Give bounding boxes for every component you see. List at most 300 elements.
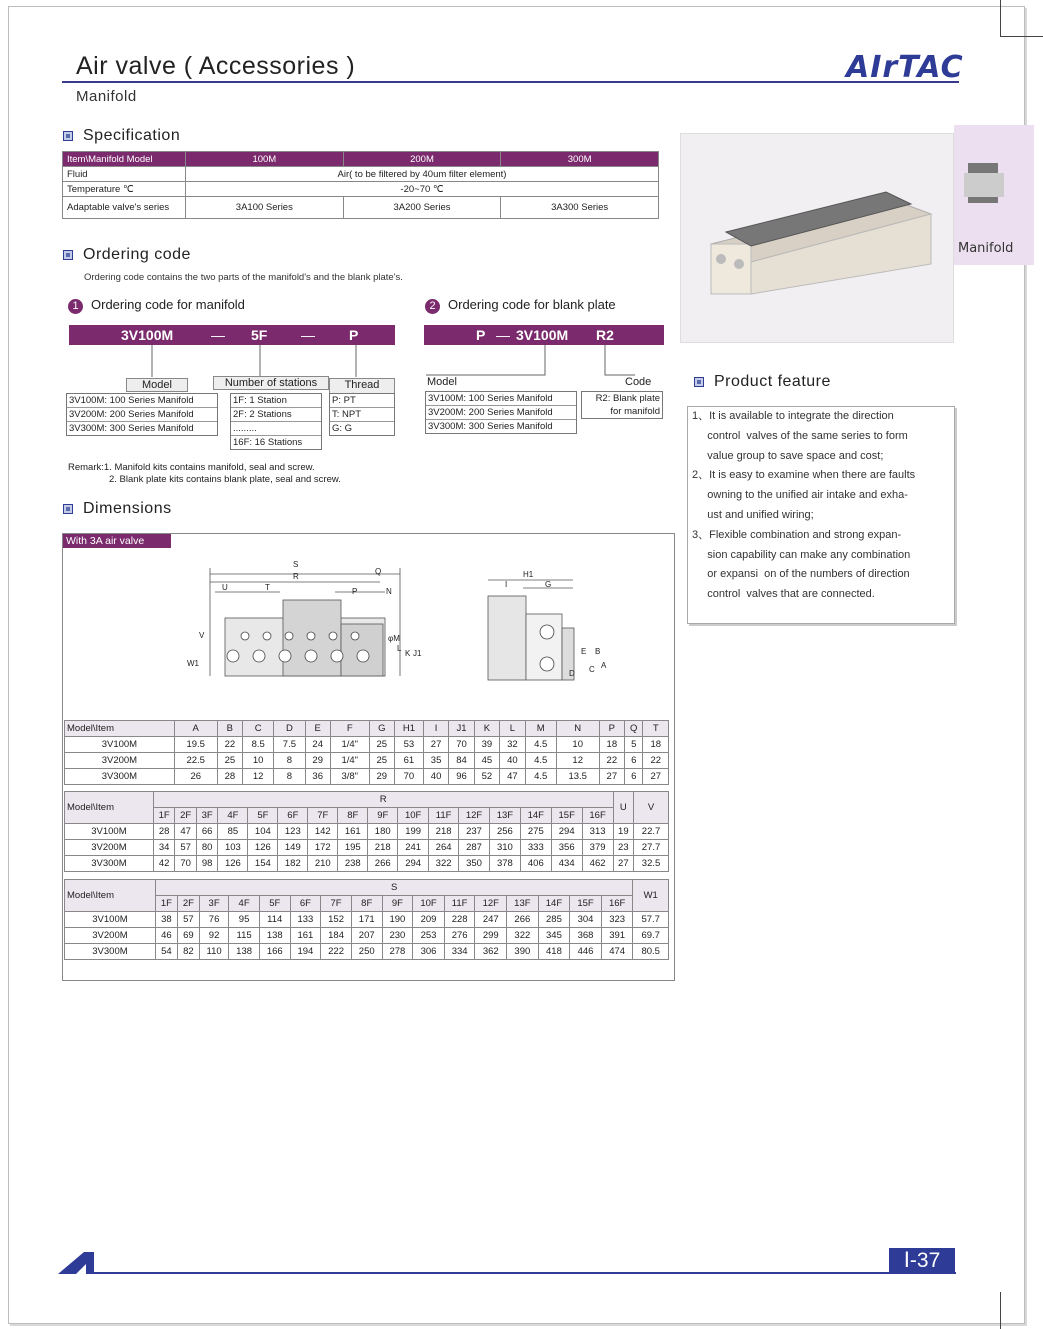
table-cell: K bbox=[474, 721, 499, 737]
table-cell: 19 bbox=[613, 824, 634, 840]
table-cell: 4.5 bbox=[525, 737, 556, 753]
dim-label: V bbox=[199, 631, 205, 640]
list-item: 3V300M: 300 Series Manifold bbox=[428, 421, 553, 432]
table-cell: 70 bbox=[394, 769, 423, 785]
table-cell: 294 bbox=[551, 824, 582, 840]
table-cell: 6 bbox=[625, 753, 643, 769]
code-part: — bbox=[301, 327, 315, 343]
table-cell: R bbox=[153, 792, 613, 808]
table-cell: U bbox=[613, 792, 634, 824]
table-cell: 9F bbox=[368, 808, 398, 824]
table-cell: H1 bbox=[394, 721, 423, 737]
table-cell: 54 bbox=[155, 944, 177, 960]
table-cell: 434 bbox=[551, 856, 582, 872]
table-cell: 285 bbox=[538, 912, 570, 928]
table-cell: 323 bbox=[601, 912, 633, 928]
table-cell: 4F bbox=[229, 896, 260, 912]
model-list bbox=[66, 393, 218, 436]
table-cell: 12 bbox=[556, 753, 599, 769]
number-badge: 1 bbox=[68, 299, 83, 314]
table-cell: 23 bbox=[613, 840, 634, 856]
table-cell: 310 bbox=[489, 840, 520, 856]
feature-line: 2、It is easy to examine when there are faults bbox=[692, 469, 916, 482]
table-cell: 199 bbox=[398, 824, 429, 840]
table-cell: 10F bbox=[413, 896, 445, 912]
table-cell: 3V200M bbox=[65, 753, 175, 769]
table-cell: C bbox=[243, 721, 274, 737]
table-cell: 12 bbox=[243, 769, 274, 785]
table-cell: 57 bbox=[175, 840, 197, 856]
dim-label: N bbox=[386, 587, 392, 596]
dim-label: G bbox=[545, 580, 552, 589]
table-cell: 161 bbox=[290, 928, 321, 944]
table-cell: 126 bbox=[218, 856, 248, 872]
table-cell: 253 bbox=[413, 928, 445, 944]
table-cell: 8 bbox=[274, 753, 305, 769]
dim-label: W1 bbox=[187, 659, 199, 668]
table-cell: 18 bbox=[643, 737, 669, 753]
side-tab-label: Manifold bbox=[958, 241, 1014, 256]
table-cell: 8F bbox=[351, 896, 382, 912]
table-cell: 6 bbox=[625, 769, 643, 785]
table-cell: 32 bbox=[500, 737, 525, 753]
table-row bbox=[65, 840, 669, 856]
table-cell: S bbox=[155, 880, 633, 896]
table-cell: 11F bbox=[429, 808, 459, 824]
table-cell: 46 bbox=[155, 928, 177, 944]
list-item: ......... bbox=[231, 422, 321, 436]
table-cell: N bbox=[556, 721, 599, 737]
table-cell: 184 bbox=[321, 928, 352, 944]
code-part: R2 bbox=[596, 327, 614, 343]
table-cell: 5F bbox=[259, 896, 290, 912]
table-cell: Model\Item bbox=[65, 721, 175, 737]
crop-mark bbox=[1000, 1292, 1001, 1329]
table-cell: 40 bbox=[500, 753, 525, 769]
spec-col-header: 200M bbox=[343, 152, 501, 167]
code-desc bbox=[581, 391, 663, 419]
list-item: T: NPT bbox=[330, 408, 394, 422]
list-item: 3V100M: 100 Series Manifold bbox=[67, 394, 217, 408]
feature-box bbox=[687, 406, 955, 624]
table-cell: 123 bbox=[278, 824, 308, 840]
code-part: 3V100M bbox=[121, 327, 174, 343]
table-cell: 182 bbox=[278, 856, 308, 872]
table-cell: 207 bbox=[351, 928, 382, 944]
table-cell: Model\Item bbox=[65, 880, 156, 912]
table-cell: 152 bbox=[321, 912, 352, 928]
code-part: 3V100M bbox=[516, 327, 569, 343]
table-row bbox=[65, 928, 669, 944]
table-cell: 2F bbox=[175, 808, 197, 824]
table-cell: B bbox=[217, 721, 242, 737]
table-cell: 306 bbox=[413, 944, 445, 960]
table-cell: 180 bbox=[368, 824, 398, 840]
table-cell: 218 bbox=[368, 840, 398, 856]
feature-line: 1、It is available to integrate the direction bbox=[692, 410, 894, 422]
table-cell: 40 bbox=[423, 769, 448, 785]
feature-line: ust and unified wiring; bbox=[692, 508, 814, 521]
brand-logo: AIrTAC bbox=[846, 50, 964, 85]
blank-code-bar bbox=[424, 325, 664, 345]
table-cell: 190 bbox=[382, 912, 413, 928]
table-cell: 10 bbox=[556, 737, 599, 753]
table-cell: 161 bbox=[338, 824, 368, 840]
spec-item: Fluid bbox=[63, 167, 186, 182]
table-cell: 34 bbox=[153, 840, 175, 856]
table-cell: 80 bbox=[196, 840, 218, 856]
manifold-code-bar bbox=[69, 325, 395, 345]
table-cell: 345 bbox=[538, 928, 570, 944]
table-cell: 10 bbox=[243, 753, 274, 769]
table-cell: 154 bbox=[248, 856, 278, 872]
table-cell: 322 bbox=[429, 856, 459, 872]
manifold-front-drawing bbox=[185, 556, 422, 686]
page-title: Air valve ( Accessories ) bbox=[76, 52, 356, 80]
table-cell: M bbox=[525, 721, 556, 737]
table-row bbox=[65, 737, 669, 753]
table-cell: 1F bbox=[155, 896, 177, 912]
table-row bbox=[65, 824, 669, 840]
table-cell: 209 bbox=[413, 912, 445, 928]
table-cell: D bbox=[274, 721, 305, 737]
table-cell: 95 bbox=[229, 912, 260, 928]
table-cell: 3V100M bbox=[65, 912, 156, 928]
table-cell: 47 bbox=[500, 769, 525, 785]
list-item: 16F: 16 Stations bbox=[233, 437, 303, 448]
table-cell: 241 bbox=[398, 840, 429, 856]
table-cell: J1 bbox=[449, 721, 474, 737]
spec-value: Air( to be filtered by 40um filter element) bbox=[186, 167, 659, 182]
table-row bbox=[65, 769, 669, 785]
table-cell: 39 bbox=[474, 737, 499, 753]
table-cell: 69 bbox=[177, 928, 199, 944]
table-cell: P bbox=[599, 721, 624, 737]
remark-2: 2. Blank plate kits contains blank plate, seal and screw. bbox=[109, 474, 341, 485]
spec-col-header: Item\Manifold Model bbox=[63, 152, 186, 167]
table-cell: W1 bbox=[633, 880, 669, 912]
table-cell: 3/8" bbox=[330, 769, 369, 785]
table-cell: 278 bbox=[382, 944, 413, 960]
table-cell: 24 bbox=[305, 737, 330, 753]
dim-label: B bbox=[595, 647, 601, 656]
table-cell: 45 bbox=[474, 753, 499, 769]
table-cell: 16F bbox=[582, 808, 613, 824]
table-cell: 3F bbox=[199, 896, 228, 912]
table-cell: 36 bbox=[305, 769, 330, 785]
table-row bbox=[65, 856, 669, 872]
code-part: P bbox=[476, 327, 486, 343]
table-cell: 474 bbox=[601, 944, 633, 960]
table-cell: 26 bbox=[174, 769, 217, 785]
specification-heading-text: Specification bbox=[83, 127, 181, 144]
dimensions-tag: With 3A air valve bbox=[63, 534, 171, 548]
dim-label: I bbox=[505, 580, 508, 589]
table-cell: 266 bbox=[507, 912, 539, 928]
table-cell: 3V200M bbox=[65, 840, 154, 856]
table-cell: L bbox=[500, 721, 525, 737]
table-cell: 22 bbox=[599, 753, 624, 769]
table-cell: 362 bbox=[475, 944, 507, 960]
table-cell: 222 bbox=[321, 944, 352, 960]
code-label: Code bbox=[625, 376, 652, 388]
table-cell: 115 bbox=[229, 928, 260, 944]
table-cell: 275 bbox=[520, 824, 551, 840]
table-cell: 133 bbox=[290, 912, 321, 928]
table-cell: 57.7 bbox=[633, 912, 669, 928]
table-cell: 7F bbox=[308, 808, 338, 824]
table-cell: 114 bbox=[259, 912, 290, 928]
feature-line: owning to the unified air intake and exha- bbox=[692, 489, 908, 502]
table-cell: 390 bbox=[507, 944, 539, 960]
spec-col-header: 300M bbox=[501, 152, 659, 167]
crop-mark bbox=[1000, 0, 1001, 36]
list-item: G: G bbox=[332, 423, 353, 434]
table-cell: 287 bbox=[459, 840, 490, 856]
table-cell: 406 bbox=[520, 856, 551, 872]
dimensions-heading-text: Dimensions bbox=[83, 500, 172, 517]
table-cell: 22 bbox=[217, 737, 242, 753]
table-cell: 266 bbox=[368, 856, 398, 872]
dimensions-table-1 bbox=[64, 720, 669, 785]
dim-label: H1 bbox=[523, 570, 534, 579]
table-cell: 27.7 bbox=[634, 840, 669, 856]
table-cell: G bbox=[369, 721, 394, 737]
footer-line bbox=[94, 1272, 956, 1274]
manifold-ordering-title bbox=[68, 297, 245, 314]
table-cell: 19.5 bbox=[174, 737, 217, 753]
table-cell: 4.5 bbox=[525, 753, 556, 769]
specification-table bbox=[62, 151, 659, 219]
dim-label: φM bbox=[388, 634, 400, 643]
table-cell: 8F bbox=[338, 808, 368, 824]
table-cell: 7.5 bbox=[274, 737, 305, 753]
table-cell: 379 bbox=[582, 840, 613, 856]
table-cell: 25 bbox=[369, 753, 394, 769]
table-cell: 172 bbox=[308, 840, 338, 856]
table-cell: 5F bbox=[248, 808, 278, 824]
table-cell: 142 bbox=[308, 824, 338, 840]
dim-label: E bbox=[581, 647, 587, 656]
thread-list bbox=[329, 393, 395, 436]
page-subtitle: Manifold bbox=[76, 88, 137, 105]
table-cell: 28 bbox=[153, 824, 175, 840]
table-cell: 22.7 bbox=[634, 824, 669, 840]
spec-item: Temperature ℃ bbox=[63, 182, 186, 197]
table-cell: 103 bbox=[218, 840, 248, 856]
table-cell: 1F bbox=[153, 808, 175, 824]
list-item: 2F: 2 Stations bbox=[231, 408, 321, 422]
list-item: 1F: 1 Station bbox=[231, 394, 321, 408]
table-cell: 356 bbox=[551, 840, 582, 856]
table-cell: 294 bbox=[398, 856, 429, 872]
table-cell: 194 bbox=[290, 944, 321, 960]
table-cell: 12F bbox=[459, 808, 490, 824]
table-row bbox=[65, 753, 669, 769]
product-photo bbox=[680, 133, 954, 343]
table-cell: 171 bbox=[351, 912, 382, 928]
table-cell: 18 bbox=[599, 737, 624, 753]
page-number: Ⅰ-37 bbox=[889, 1248, 955, 1273]
table-cell: 264 bbox=[429, 840, 459, 856]
table-cell: 299 bbox=[475, 928, 507, 944]
remark-1: Remark:1. Manifold kits contains manifold, seal and screw. bbox=[68, 462, 315, 473]
dim-label: Q bbox=[375, 567, 382, 576]
table-row bbox=[65, 896, 669, 912]
table-cell: 92 bbox=[199, 928, 228, 944]
table-cell: 27 bbox=[599, 769, 624, 785]
table-cell: 378 bbox=[489, 856, 520, 872]
table-cell: 138 bbox=[229, 944, 260, 960]
code-part: P bbox=[349, 327, 359, 343]
list-item: 3V300M: 300 Series Manifold bbox=[69, 423, 194, 434]
blank-ordering-title bbox=[425, 297, 616, 314]
table-cell: 6F bbox=[278, 808, 308, 824]
side-tab bbox=[954, 125, 1034, 265]
code-desc-line: R2: Blank plate bbox=[595, 393, 660, 404]
table-cell: 13F bbox=[489, 808, 520, 824]
spec-item: Adaptable valve's series bbox=[63, 197, 186, 219]
table-cell: F bbox=[330, 721, 369, 737]
table-cell: 22 bbox=[643, 753, 669, 769]
dimensions-table-s bbox=[64, 879, 669, 960]
table-cell: Model\Item bbox=[65, 792, 154, 824]
table-cell: 4F bbox=[218, 808, 248, 824]
thread-label: Thread bbox=[329, 378, 395, 404]
dim-label: A bbox=[601, 661, 607, 670]
table-row bbox=[65, 880, 669, 896]
dim-label: L bbox=[397, 644, 402, 653]
table-row bbox=[65, 808, 669, 824]
table-cell: 210 bbox=[308, 856, 338, 872]
ordering-heading bbox=[63, 246, 191, 264]
dim-label: P bbox=[352, 587, 358, 596]
square-bullet-icon bbox=[63, 131, 73, 141]
stations-label: Number of stations bbox=[213, 376, 329, 390]
table-cell: 13F bbox=[507, 896, 539, 912]
table-cell: 8 bbox=[274, 769, 305, 785]
table-cell: 82 bbox=[177, 944, 199, 960]
table-cell: 14F bbox=[538, 896, 570, 912]
table-cell: 110 bbox=[199, 944, 228, 960]
list-item: 3V200M: 200 Series Manifold bbox=[426, 406, 576, 420]
dim-label: U bbox=[222, 583, 228, 592]
table-cell: 138 bbox=[259, 928, 290, 944]
table-cell: T bbox=[643, 721, 669, 737]
table-cell: 70 bbox=[449, 737, 474, 753]
square-bullet-icon bbox=[63, 250, 73, 260]
table-cell: 80.5 bbox=[633, 944, 669, 960]
table-cell: 70 bbox=[175, 856, 197, 872]
table-cell: I bbox=[423, 721, 448, 737]
table-cell: 3F bbox=[196, 808, 218, 824]
table-cell: 8.5 bbox=[243, 737, 274, 753]
table-cell: 126 bbox=[248, 840, 278, 856]
table-cell: 304 bbox=[570, 912, 602, 928]
dim-label: S bbox=[293, 560, 299, 569]
table-row bbox=[65, 912, 669, 928]
table-cell: 149 bbox=[278, 840, 308, 856]
table-cell: 238 bbox=[338, 856, 368, 872]
crop-mark bbox=[1000, 36, 1043, 37]
table-cell: 462 bbox=[582, 856, 613, 872]
model-label: Model bbox=[126, 378, 188, 392]
table-cell: 3V300M bbox=[65, 769, 175, 785]
feature-line: or expansi on of the numbers of direction bbox=[692, 568, 910, 581]
table-cell: 6F bbox=[290, 896, 321, 912]
table-row bbox=[65, 792, 669, 808]
table-cell: 250 bbox=[351, 944, 382, 960]
table-cell: 14F bbox=[520, 808, 551, 824]
table-cell: 368 bbox=[570, 928, 602, 944]
feature-heading-text: Product feature bbox=[714, 373, 831, 390]
table-cell: 32.5 bbox=[634, 856, 669, 872]
table-cell: 15F bbox=[551, 808, 582, 824]
table-cell: 66 bbox=[196, 824, 218, 840]
table-cell: 3V200M bbox=[65, 928, 156, 944]
table-cell: 3V100M bbox=[65, 824, 154, 840]
table-cell: 29 bbox=[369, 769, 394, 785]
blank-ordering-title-text: Ordering code for blank plate bbox=[448, 297, 616, 312]
stations-list bbox=[230, 393, 322, 450]
table-cell: 22.5 bbox=[174, 753, 217, 769]
table-cell: 1/4" bbox=[330, 753, 369, 769]
table-cell: Q bbox=[625, 721, 643, 737]
table-cell: 3V300M bbox=[65, 944, 156, 960]
table-cell: 10F bbox=[398, 808, 429, 824]
table-cell: 4.5 bbox=[525, 769, 556, 785]
ordering-heading-text: Ordering code bbox=[83, 246, 191, 263]
table-cell: 7F bbox=[321, 896, 352, 912]
code-part: — bbox=[496, 327, 510, 343]
table-cell: 333 bbox=[520, 840, 551, 856]
table-cell: 218 bbox=[429, 824, 459, 840]
spec-value: 3A100 Series bbox=[186, 197, 344, 219]
spec-value: 3A200 Series bbox=[343, 197, 501, 219]
table-cell: 84 bbox=[449, 753, 474, 769]
table-cell: 391 bbox=[601, 928, 633, 944]
blank-model-label: Model bbox=[427, 376, 457, 388]
table-cell: 3V100M bbox=[65, 737, 175, 753]
table-cell: 29 bbox=[305, 753, 330, 769]
title-underline bbox=[62, 81, 959, 83]
dim-label: T bbox=[265, 583, 270, 592]
table-cell: 47 bbox=[175, 824, 197, 840]
table-cell: 27 bbox=[643, 769, 669, 785]
feature-line: 3、Flexible combination and strong expan- bbox=[692, 528, 902, 541]
table-cell: 42 bbox=[153, 856, 175, 872]
spec-value: -20~70 ℃ bbox=[186, 182, 659, 197]
table-cell: 322 bbox=[507, 928, 539, 944]
table-cell: 15F bbox=[570, 896, 602, 912]
table-cell: 53 bbox=[394, 737, 423, 753]
valve-thumbnail bbox=[958, 143, 1018, 223]
table-cell: 13.5 bbox=[556, 769, 599, 785]
feature-line: value group to save space and cost; bbox=[692, 449, 884, 462]
table-cell: 12F bbox=[475, 896, 507, 912]
table-cell: 313 bbox=[582, 824, 613, 840]
code-desc-line: for manifold bbox=[610, 406, 660, 417]
list-item: 3V200M: 200 Series Manifold bbox=[67, 408, 217, 422]
spec-col-header: 100M bbox=[186, 152, 344, 167]
table-cell: 85 bbox=[218, 824, 248, 840]
table-cell: 230 bbox=[382, 928, 413, 944]
square-bullet-icon bbox=[694, 377, 704, 387]
table-cell: 35 bbox=[423, 753, 448, 769]
table-cell: 27 bbox=[423, 737, 448, 753]
table-cell: 25 bbox=[369, 737, 394, 753]
square-bullet-icon bbox=[63, 504, 73, 514]
